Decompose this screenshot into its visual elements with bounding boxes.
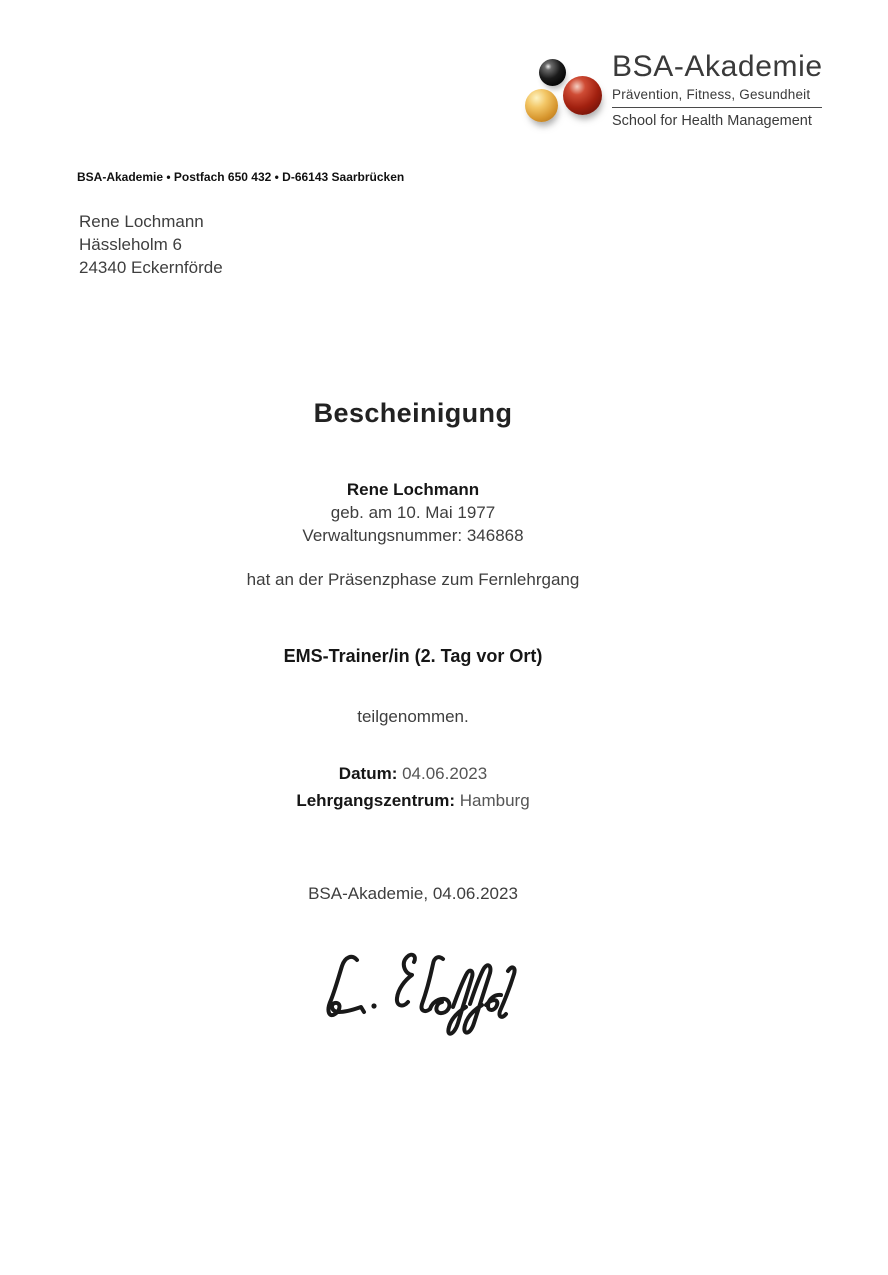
sender-line: BSA-Akademie • Postfach 650 432 • D-66143 Saarbrücken bbox=[77, 170, 405, 184]
logo-title: BSA-Akademie bbox=[612, 50, 823, 83]
signature bbox=[308, 943, 528, 1048]
admin-number-line: Verwaltungsnummer: 346868 bbox=[302, 526, 524, 545]
black-sphere-icon bbox=[539, 59, 566, 86]
birth-line: geb. am 10. Mai 1977 bbox=[330, 503, 496, 522]
recipient-name: Rene Lochmann bbox=[79, 212, 204, 231]
signature-stroke-f2 bbox=[464, 965, 490, 1032]
signature-stroke-L bbox=[328, 957, 364, 1015]
date-line bbox=[75, 760, 751, 787]
logo-spheres-icon bbox=[517, 48, 612, 140]
participant-name: Rene Lochmann bbox=[346, 480, 480, 499]
recipient-city: 24340 Eckernförde bbox=[79, 258, 223, 277]
recipient-street: Hässleholm 6 bbox=[79, 235, 182, 254]
center-label: Lehrgangszentrum: bbox=[296, 791, 456, 810]
participant-block bbox=[75, 478, 751, 547]
signature-stroke-l bbox=[499, 967, 514, 1016]
closing-line: BSA-Akademie, 04.06.2023 bbox=[308, 884, 518, 903]
course-name: EMS-Trainer/in (2. Tag vor Ort) bbox=[283, 646, 543, 666]
bsa-logo bbox=[517, 48, 822, 140]
red-sphere-icon bbox=[563, 76, 602, 115]
center-value: Hamburg bbox=[459, 791, 530, 810]
signature-stroke-o bbox=[430, 999, 449, 1013]
logo-text bbox=[612, 52, 822, 129]
signature-stroke-e bbox=[486, 995, 501, 1010]
gold-sphere-icon bbox=[525, 89, 558, 122]
logo-divider bbox=[612, 107, 822, 108]
date-label: Datum: bbox=[338, 764, 398, 783]
recipient-address bbox=[79, 210, 223, 279]
signature-stroke-S bbox=[397, 955, 415, 1006]
date-value: 04.06.2023 bbox=[402, 764, 488, 783]
signature-dot bbox=[371, 1003, 376, 1008]
logo-subtitle: Prävention, Fitness, Gesundheit bbox=[612, 86, 811, 102]
date-block bbox=[75, 760, 751, 814]
participation-line: teilgenommen. bbox=[357, 707, 469, 726]
logo-tagline: School for Health Management bbox=[612, 112, 812, 129]
center-line bbox=[75, 787, 751, 814]
certificate-title: Bescheinigung bbox=[313, 398, 513, 428]
intro-line: hat an der Präsenzphase zum Fernlehrgang bbox=[246, 570, 580, 589]
